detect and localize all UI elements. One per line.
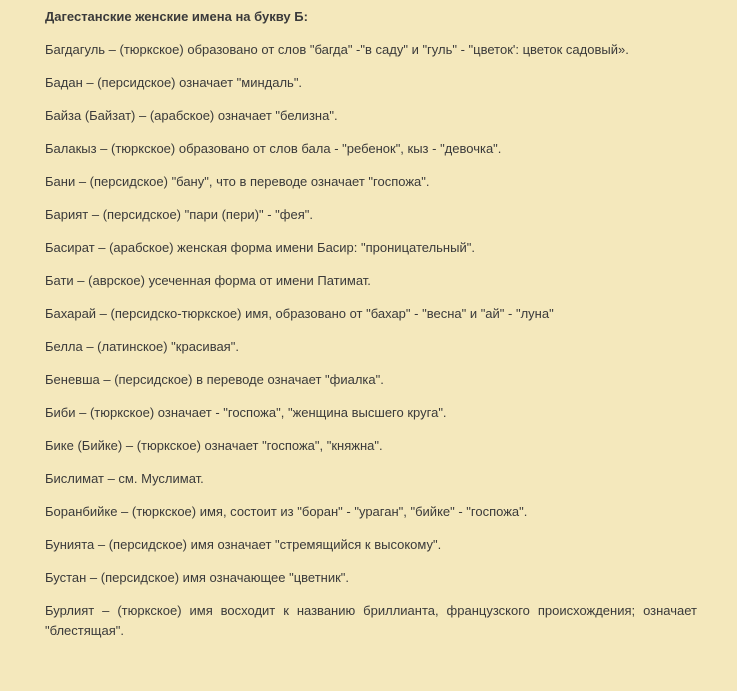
name-entry: Бурлият – (тюркское) имя восходит к названию бриллианта, французского происхождения; означает "блестящая". xyxy=(45,603,697,638)
name-entry: Байза (Байзат) – (арабское) означает "белизна". xyxy=(45,108,338,123)
name-entry: Бахарай – (персидско-тюркское) имя, образовано от "бахар" - "весна" и "ай" - "луна" xyxy=(45,306,554,321)
name-entry: Боранбийке – (тюркское) имя, состоит из "боран" - "ураган", "бийке" - "госпожа". xyxy=(45,504,528,519)
name-entry: Басират – (арабское) женская форма имени Басир: "проницательный". xyxy=(45,240,475,255)
name-entry: Бике (Бийке) – (тюркское) означает "госпожа", "княжна". xyxy=(45,438,383,453)
name-entry: Бустан – (персидское) имя означающее "цветник". xyxy=(45,570,350,585)
name-entry: Белла – (латинское) "красивая". xyxy=(45,339,239,354)
name-entry: Бислимат – см. Муслимат. xyxy=(45,471,204,486)
name-entry: Багдагуль – (тюркское) образовано от слов "багда" -"в саду" и "гуль" - "цветок': цветок садовый». xyxy=(45,42,629,57)
name-entry: Бати – (аврское) усеченная форма от имени Патимат. xyxy=(45,273,371,288)
article-content xyxy=(45,7,697,641)
name-entry: Балакыз – (тюркское) образовано от слов бала - "ребенок", кыз - "девочка". xyxy=(45,141,502,156)
name-entry: Бадан – (персидское) означает "миндаль". xyxy=(45,75,303,90)
page-heading: Дагестанские женские имена на букву Б: xyxy=(45,9,308,24)
name-entry: Бани – (персидское) "бану", что в переводе означает "госпожа". xyxy=(45,174,430,189)
name-entry: Бунията – (персидское) имя означает "стремящийся к высокому". xyxy=(45,537,442,552)
name-entry: Беневша – (персидское) в переводе означает "фиалка". xyxy=(45,372,384,387)
name-entry: Барият – (персидское) "пари (пери)" - "фея". xyxy=(45,207,313,222)
name-entry: Биби – (тюркское) означает - "госпожа", "женщина высшего круга". xyxy=(45,405,447,420)
